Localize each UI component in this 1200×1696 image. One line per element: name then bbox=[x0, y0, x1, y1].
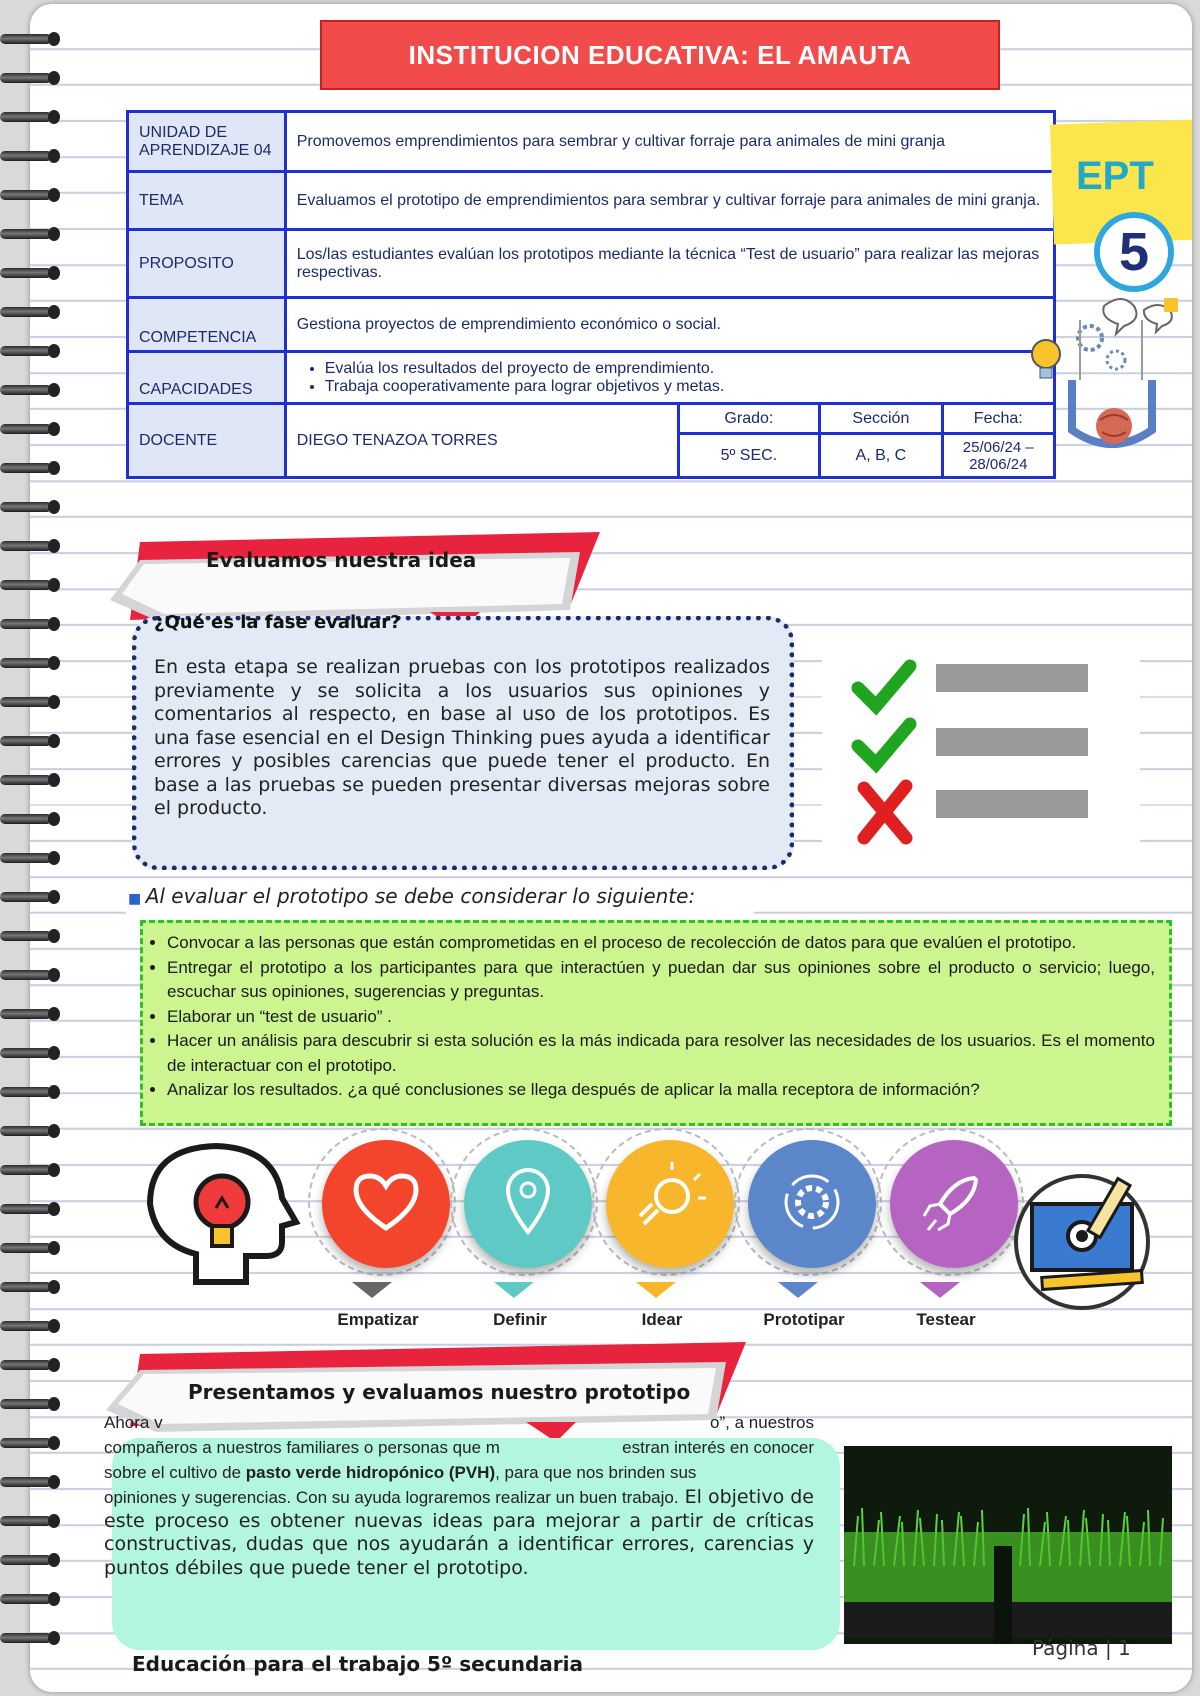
competencia-value: Gestiona proyectos de emprendimiento económico o social. bbox=[285, 298, 1054, 352]
lead-text: Al evaluar el prototipo se debe considerar lo siguiente: bbox=[145, 884, 696, 908]
section2-banner-text: Presentamos y evaluamos nuestro prototipo bbox=[188, 1380, 691, 1404]
stage-arrows bbox=[352, 1282, 972, 1302]
grade-number-badge: 5 bbox=[1094, 212, 1174, 292]
gear-cycle-icon bbox=[748, 1140, 876, 1268]
binding-ring bbox=[0, 342, 60, 364]
stage-definir-circle bbox=[464, 1140, 592, 1268]
lead-bullet: ■ bbox=[128, 891, 146, 907]
location-pin-icon bbox=[464, 1140, 592, 1268]
capacidades-label: CAPACIDADES bbox=[128, 352, 286, 404]
intro-line-4: opiniones y sugerencias. Con su ayuda lograremos realizar un buen trabajo. bbox=[104, 1488, 679, 1507]
intro-line-3-post: , para que nos brinden sus bbox=[495, 1463, 697, 1482]
capacidad-item: • Evalúa los resultados del proyecto de emprendimiento. bbox=[325, 360, 1043, 378]
binding-ring bbox=[0, 420, 60, 442]
stage-empatizar-circle bbox=[322, 1140, 450, 1268]
binding-ring bbox=[0, 1356, 60, 1378]
binding-ring bbox=[0, 1434, 60, 1456]
binding-ring bbox=[0, 186, 60, 208]
grado-label: Grado: bbox=[678, 404, 820, 434]
stage-empatizar-label: Empatizar bbox=[337, 1310, 419, 1329]
binding-ring bbox=[0, 693, 60, 715]
binding-ring bbox=[0, 927, 60, 949]
stage-idear-circle bbox=[606, 1140, 734, 1268]
binding-ring bbox=[0, 1473, 60, 1495]
binding-ring bbox=[0, 615, 60, 637]
capacidades-value bbox=[285, 352, 1054, 404]
grado-value: 5º SEC. bbox=[678, 434, 820, 478]
binding-ring bbox=[0, 1278, 60, 1300]
binding-ring bbox=[0, 69, 60, 91]
section1-banner-text: Evaluamos nuestra idea bbox=[206, 548, 477, 572]
capacidad-item: • Trabaja cooperativamente para lograr objetivos y metas. bbox=[325, 378, 1043, 396]
binding-ring bbox=[0, 966, 60, 988]
binding-ring bbox=[0, 1239, 60, 1261]
fecha-value: 25/06/24 – 28/06/24 bbox=[942, 434, 1054, 478]
unidad-value: Promovemos emprendimientos para sembrar y cultivar forraje para animales de mini granja bbox=[285, 112, 1054, 172]
binding-ring bbox=[0, 147, 60, 169]
spiral-binding bbox=[0, 30, 62, 1670]
design-thinking-stages bbox=[308, 1128, 1042, 1276]
binding-ring bbox=[0, 303, 60, 325]
binding-ring bbox=[0, 732, 60, 754]
consideration-item: • Convocar a las personas que están comprometidas en el proceso de recolección de datos para que evalúen el prototipo. bbox=[167, 931, 1155, 956]
ept-label: EPT bbox=[1076, 154, 1154, 198]
institution-title: INSTITUCION EDUCATIVA: EL AMAUTA bbox=[320, 20, 1000, 90]
binding-ring bbox=[0, 576, 60, 598]
tools-blueprint-icon bbox=[1002, 1164, 1172, 1314]
binding-ring bbox=[0, 1161, 60, 1183]
stage-testear-circle bbox=[890, 1140, 1018, 1268]
consideration-item: • Hacer un análisis para descubrir si esta solución es la más indicada para resolver las necesidades de los usuarios. Es el momento de interactuar con el prototipo. bbox=[167, 1029, 1155, 1078]
tema-value: Evaluamos el prototipo de emprendimientos para sembrar y cultivar forraje para animales de mini granja. bbox=[285, 172, 1054, 230]
considerations-box bbox=[140, 920, 1172, 1126]
binding-ring bbox=[0, 1395, 60, 1417]
section2-paragraph bbox=[104, 1486, 814, 1580]
binding-ring bbox=[0, 1083, 60, 1105]
head-lightbulb-icon bbox=[136, 1142, 316, 1292]
lightbulb-icon bbox=[606, 1140, 734, 1268]
innovation-icon bbox=[1024, 280, 1192, 456]
binding-ring bbox=[0, 108, 60, 130]
checklist-image bbox=[822, 628, 1140, 860]
binding-ring bbox=[0, 1122, 60, 1144]
lead-line bbox=[128, 884, 695, 908]
binding-ring bbox=[0, 264, 60, 286]
heart-icon bbox=[322, 1140, 450, 1268]
binding-ring bbox=[0, 381, 60, 403]
evaluate-paragraph: En esta etapa se realizan pruebas con los prototipos realizados previamente y se solicita a los usuarios sus opiniones y comentarios al respecto, en base al uso de los prototipos. Es una fase esencial en el Design Thinking pues ayuda a identificar errores y posibles carencias que puede tener el producto. En base a las pruebas se pueden presentar diversas mejoras sobre el producto. bbox=[154, 656, 770, 819]
binding-ring bbox=[0, 30, 60, 52]
binding-ring bbox=[0, 1200, 60, 1222]
binding-ring bbox=[0, 1044, 60, 1066]
checklist-icon bbox=[822, 628, 1140, 860]
binding-ring bbox=[0, 225, 60, 247]
section2-paragraph-rest: El objetivo de este proceso es obtener nuevas ideas para mejorar a partir de críticas constructivas, dudas que nos ayudarán a identificar errores, carencias y puntos débiles que puede tener el prototipo. bbox=[104, 1486, 814, 1579]
evaluate-question: ¿Qué es la fase evaluar? bbox=[154, 612, 401, 633]
intro-line-2 bbox=[104, 1435, 814, 1460]
consideration-item: • Elaborar un “test de usuario” . bbox=[167, 1005, 1155, 1030]
hydroponic-grass-image bbox=[844, 1446, 1172, 1644]
seccion-value: A, B, C bbox=[820, 434, 942, 478]
binding-ring bbox=[0, 654, 60, 676]
proposito-value: Los/las estudiantes evalúan los prototipos mediante la técnica “Test de usuario” para realizar las mejoras respectivas. bbox=[285, 230, 1054, 298]
intro-line-1-end: o”, a nuestros bbox=[710, 1413, 814, 1432]
footer-course: Educación para el trabajo 5º secundaria bbox=[132, 1652, 584, 1676]
intro-line-2-end: estran interés en conocer bbox=[622, 1438, 814, 1457]
consideration-item: • Entregar el prototipo a los participantes para que interactúen y puedan dar sus opiniones sobre el producto o servicio; luego, escuchar sus opiniones, sugerencias y preguntas. bbox=[167, 956, 1155, 1005]
binding-ring bbox=[0, 810, 60, 832]
binding-ring bbox=[0, 1629, 60, 1651]
stage-prototipar-label: Prototipar bbox=[763, 1310, 845, 1329]
binding-ring bbox=[0, 888, 60, 910]
stage-idear-label: Idear bbox=[641, 1310, 683, 1329]
tema-label: TEMA bbox=[128, 172, 286, 230]
section2-intro bbox=[104, 1410, 814, 1485]
competencia-label: COMPETENCIA bbox=[128, 298, 286, 352]
stage-prototipar-circle bbox=[748, 1140, 876, 1268]
consideration-item: • Analizar los resultados. ¿a qué conclusiones se llega después de aplicar la malla receptora de información? bbox=[167, 1078, 1155, 1103]
intro-line-2-start: compañeros a nuestros familiares o personas que m bbox=[104, 1438, 500, 1457]
intro-line-3-pre: sobre el cultivo de bbox=[104, 1463, 246, 1482]
fecha-label: Fecha: bbox=[942, 404, 1054, 434]
footer-page-number: Página | 1 bbox=[1032, 1636, 1131, 1660]
binding-ring bbox=[0, 849, 60, 871]
binding-ring bbox=[0, 1005, 60, 1027]
binding-ring bbox=[0, 1590, 60, 1612]
binding-ring bbox=[0, 498, 60, 520]
seccion-label: Sección bbox=[820, 404, 942, 434]
info-table bbox=[126, 110, 1056, 479]
notebook-page bbox=[30, 4, 1192, 1692]
docente-value: DIEGO TENAZOA TORRES bbox=[285, 404, 678, 478]
binding-ring bbox=[0, 1512, 60, 1534]
intro-line-1 bbox=[104, 1410, 814, 1435]
stage-testear-label: Testear bbox=[916, 1310, 976, 1329]
stage-definir-label: Definir bbox=[493, 1310, 547, 1329]
unidad-label: UNIDAD DE APRENDIZAJE 04 bbox=[128, 112, 286, 172]
binding-ring bbox=[0, 771, 60, 793]
rocket-icon bbox=[890, 1140, 1018, 1268]
binding-ring bbox=[0, 1317, 60, 1339]
binding-ring bbox=[0, 537, 60, 559]
proposito-label: PROPOSITO bbox=[128, 230, 286, 298]
intro-line-3-bold: pasto verde hidropónico (PVH) bbox=[245, 1463, 496, 1482]
intro-line-3 bbox=[104, 1460, 814, 1485]
docente-label: DOCENTE bbox=[128, 404, 286, 478]
intro-line-1-start: Ahora v bbox=[104, 1413, 163, 1432]
hydroponic-grass-photo bbox=[844, 1446, 1172, 1644]
binding-ring bbox=[0, 459, 60, 481]
binding-ring bbox=[0, 1551, 60, 1573]
